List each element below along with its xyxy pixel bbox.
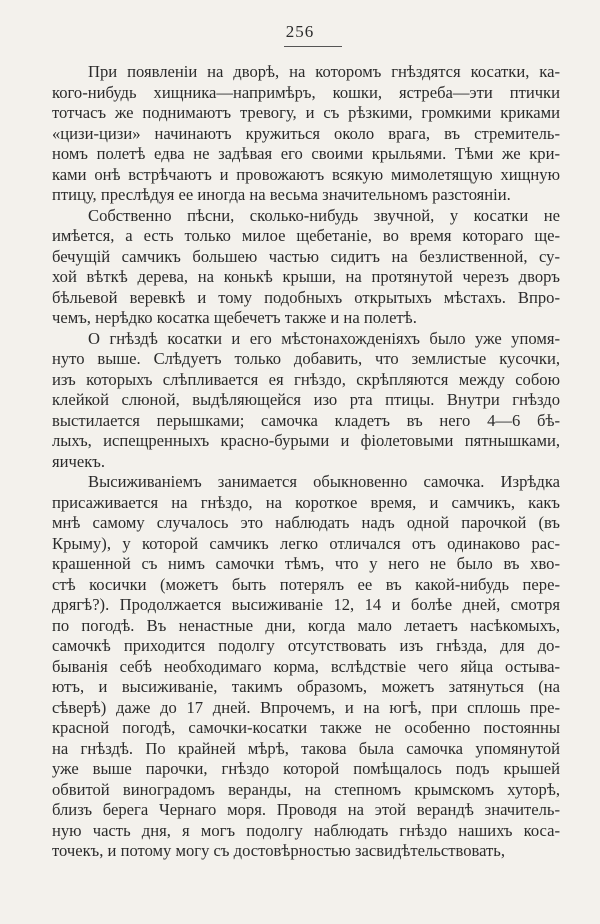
text-line: дрягѣ?). Продолжается высиживаніе 12, 14 и болѣе дней, смотря — [52, 595, 560, 614]
text-line: чемъ, нерѣдко косатка щебечетъ также и на полетѣ. — [52, 308, 417, 327]
text-line: ютъ, и высиживаніе, такимъ образомъ, можетъ затянуться (на — [52, 677, 560, 696]
text-line: на гнѣздѣ. По крайней мѣрѣ, такова была самочка упомянутой — [52, 738, 560, 758]
text-line: лыхъ, испещренныхъ красно-бурыми и фіолетовыми пятнышками, — [52, 431, 560, 450]
page-number: 256 — [285, 22, 315, 41]
text-line: тотчасъ же поднимаютъ тревогу, и съ рѣзкими, громкими криками — [52, 103, 560, 122]
text-line: мнѣ самому случалось это наблюдать надъ одной парочкой (въ — [52, 513, 560, 532]
text-line: ную часть дня, я могъ подолгу наблюдать гнѣздо нашихъ коса- — [52, 820, 560, 840]
text-line: бѣльевой веревкѣ и тому подобныхъ открытыхъ мѣстахъ. Впро- — [52, 287, 560, 307]
text-line: птицу, преслѣдуя ее иногда на весьма значительномъ разстояніи. — [52, 185, 511, 204]
text-line: Собственно пѣсни, сколько-нибудь звучной, у косатки не — [88, 205, 560, 225]
text-line: яичекъ. — [52, 451, 106, 471]
text-line: крашенной съ нимъ самочки тѣмъ, что у него не было въ хво- — [52, 554, 560, 573]
text-line: Высиживаніемъ занимается обыкновенно самочка. Изрѣдка — [88, 472, 560, 491]
text-line: О гнѣздѣ косатки и его мѣстонахожденіяхъ было уже упомя- — [88, 328, 560, 348]
text-line: При появленіи на дворѣ, на которомъ гнѣздятся косатки, ка- — [88, 62, 560, 81]
text-line: «цизи-цизи» начинаютъ кружиться около врага, въ стремитель- — [52, 123, 560, 143]
paragraph — [52, 62, 560, 206]
text-line: клейкой слюной, выдѣляющейся изо рта птицы. Внутри гнѣздо — [52, 390, 560, 409]
text-line: по погодѣ. Въ ненастные дни, когда мало летаетъ насѣкомыхъ, — [52, 615, 560, 635]
text-line: быванія себѣ необходимаго корма, вслѣдствіе чего яйца остыва- — [52, 656, 560, 676]
text-line: стѣ косички (можетъ быть потерялъ ее въ какой-нибудь пере- — [52, 574, 560, 594]
text-line: уже выше парочки, гнѣздо которой помѣщалось подъ крышей — [52, 759, 560, 778]
text-line: Крыму), у которой самчикъ легко отличался отъ одинаково рас- — [52, 533, 560, 553]
text-line: обвитой виноградомъ веранды, на степномъ крымскомъ хуторѣ, — [52, 779, 560, 799]
paragraph — [52, 206, 560, 329]
paragraph — [52, 472, 560, 862]
text-line: близъ берега Чернаго моря. Проводя на этой верандѣ значитель- — [52, 800, 560, 819]
text-line: сѣверѣ) даже до 17 дней. Впрочемъ, и на югѣ, при сплошь пре- — [52, 697, 560, 717]
text-line: бечущій самчикъ большею частью сидитъ на безлиственной, су- — [52, 246, 560, 266]
text-line: красной погодѣ, самочки-косатки также не особенно постоянны — [52, 718, 560, 737]
text-line: изъ которыхъ слѣпливается ея гнѣздо, скрѣпляются между собою — [52, 369, 560, 389]
text-line: присаживается на гнѣздо, на короткое время, и самчикъ, какъ — [52, 492, 560, 512]
text-line: точекъ, и потому могу съ достовѣрностью засвидѣтельствовать, — [52, 841, 506, 860]
body-text — [52, 62, 560, 862]
text-line: кого-нибудь хищника—напримѣръ, кошки, ястреба—эти птички — [52, 82, 560, 102]
text-line: номъ полетѣ едва не задѣвая его своими крыльями. Тѣми же кри- — [52, 144, 560, 163]
paragraph — [52, 329, 560, 473]
text-line: имѣется, а есть только милое щебетаніе, во время котораго ще- — [52, 226, 560, 245]
text-line: нуто выше. Слѣдуетъ только добавить, что землистые кусочки, — [52, 349, 560, 368]
text-line: выстилается перышками; самочка кладетъ въ него 4—6 бѣ- — [52, 410, 560, 430]
page-number-rule — [284, 46, 342, 47]
text-line: ками онѣ встрѣчаютъ и провожаютъ всякую мимолетящую хищную — [52, 164, 560, 184]
text-line: хой вѣткѣ дерева, на конькѣ крыши, на протянутой черезъ дворъ — [52, 267, 560, 286]
text-line: самочкѣ приходится подолгу отсутствовать изъ гнѣзда, для до- — [52, 636, 560, 655]
